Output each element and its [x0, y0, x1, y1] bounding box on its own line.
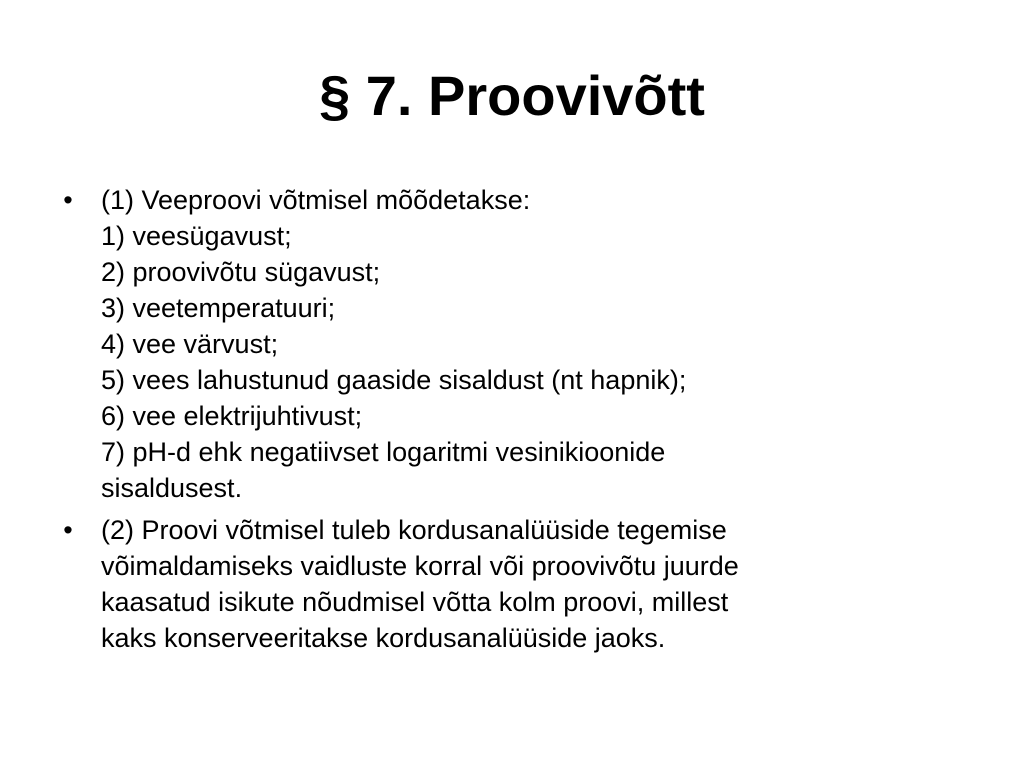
bullet-item-1 [58, 182, 958, 506]
bullet-2-line-2: võimaldamiseks vaidluste korral või proovivõtu juurde [101, 551, 739, 581]
bullet-1-line-5: 4) vee värvust; [101, 329, 279, 359]
bullet-icon: • [63, 185, 73, 215]
bullet-2-line-1: (2) Proovi võtmisel tuleb kordusanalüüside tegemise [101, 515, 727, 545]
bullet-1-line-6: 5) vees lahustunud gaaside sisaldust (nt hapnik); [101, 365, 687, 395]
bullet-item-2 [58, 512, 958, 656]
slide-title: § 7. Proovivõtt [319, 64, 705, 127]
bullet-1-line-8: 7) pH-d ehk negatiivset logaritmi vesinikioonide [101, 437, 666, 467]
bullet-1-line-9: sisaldusest. [101, 473, 243, 503]
bullet-1-line-4: 3) veetemperatuuri; [101, 293, 336, 323]
bullet-2-line-4: kaks konserveeritakse kordusanalüüside jaoks. [101, 623, 666, 653]
bullet-1-line-3: 2) proovivõtu sügavust; [101, 257, 381, 287]
bullet-1-line-1: (1) Veeproovi võtmisel mõõdetakse: [101, 185, 531, 215]
bullet-1-line-2: 1) veesügavust; [101, 221, 292, 251]
bullet-1-line-7: 6) vee elektrijuhtivust; [101, 401, 363, 431]
bullet-icon: • [63, 515, 73, 545]
bullet-list [58, 182, 958, 662]
bullet-2-line-3: kaasatud isikute nõudmisel võtta kolm proovi, millest [101, 587, 729, 617]
